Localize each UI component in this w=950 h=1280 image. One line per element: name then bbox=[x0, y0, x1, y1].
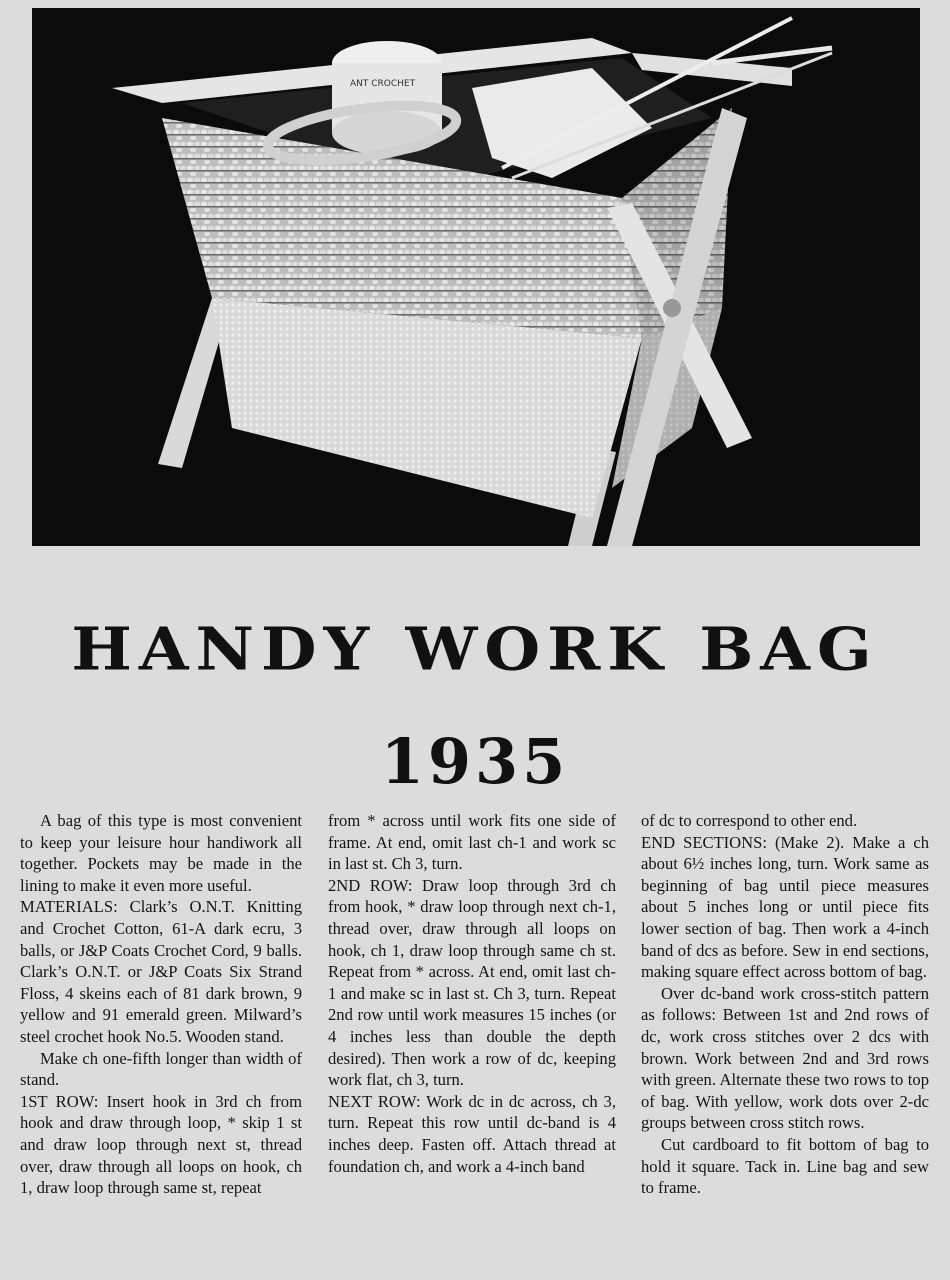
text-column-1 bbox=[20, 810, 302, 1199]
paragraph: Cut cardboard to fit bottom of bag to hold it square. Tack in. Line bag and sew to frame. bbox=[641, 1134, 929, 1198]
paragraph: A bag of this type is most convenient to keep your leisure hour handiwork all together. Pockets may be made in the lining to make it even more useful. bbox=[20, 811, 302, 895]
work-bag-photo bbox=[32, 8, 920, 546]
page-title: HANDY WORK BAG bbox=[71, 615, 879, 684]
paragraph: of dc to correspond to other end. bbox=[641, 811, 858, 830]
paragraph: 2ND ROW: Draw loop through 3rd ch from hook, * draw loop through next ch-1, thread over, draw through all loops on hook, ch 1, draw loop through same ch st. Repeat from * across. At end, omit last ch-1 and make sc in last st. Ch 3, turn. Repeat 2nd row until work measures 15 inches (or 4 inches less than double the depth desired). Then work a row of dc, keeping work flat, ch 3, turn. bbox=[328, 875, 616, 1090]
text-column-3 bbox=[641, 810, 929, 1199]
paragraph: END SECTIONS: (Make 2). Make a ch about 6½ inches long, turn. Work same as beginning of bag until piece measures about 5 inches long or until piece fits lower section of bag. Then work a 4-inch band of dcs as before. Sew in end sections, making square effect across bottom of bag. bbox=[641, 832, 929, 982]
paragraph: NEXT ROW: Work dc in dc across, ch 3, turn. Repeat this row until dc-band is 4 inches deep. Fasten off. Attach thread at foundation ch, and work a 4-inch band bbox=[328, 1091, 616, 1176]
paragraph: MATERIALS: Clark’s O.N.T. Knitting and Crochet Cotton, 61-A dark ecru, 3 balls, or J&P Coats Crochet Cord, 9 balls. Clark’s O.N.T. or J&P Coats Six Strand Floss, 4 skeins each of 81 dark brown, 9 yellow and 91 emerald green. Milward’s steel crochet hook No.5. Wooden stand. bbox=[20, 897, 302, 1046]
paragraph: from * across until work fits one side of frame. At end, omit last ch-1 and work sc in last st. Ch 3, turn. bbox=[328, 811, 616, 874]
work-bag-stand-photo bbox=[32, 8, 920, 546]
text-column-2 bbox=[328, 810, 616, 1177]
title-year: 1935 bbox=[380, 725, 570, 798]
paragraph: Make ch one-fifth longer than width of stand. bbox=[20, 1048, 302, 1090]
spool-label: ANT CROCHET bbox=[350, 79, 416, 89]
paragraph: 1ST ROW: Insert hook in 3rd ch from hook and draw through loop, * skip 1 st and draw loop through next st, thread over, draw through all loops on hook, ch 1, draw loop through same st, repeat bbox=[20, 1091, 302, 1198]
paragraph: Over dc-band work cross-stitch pattern as follows: Between 1st and 2nd rows of dc, work cross stitches over 2 dcs with brown. Work between 2nd and 3rd rows with green. Alternate these two rows to top of bag. With yellow, work dots over 2-dc groups between cross stitch rows. bbox=[641, 983, 929, 1133]
